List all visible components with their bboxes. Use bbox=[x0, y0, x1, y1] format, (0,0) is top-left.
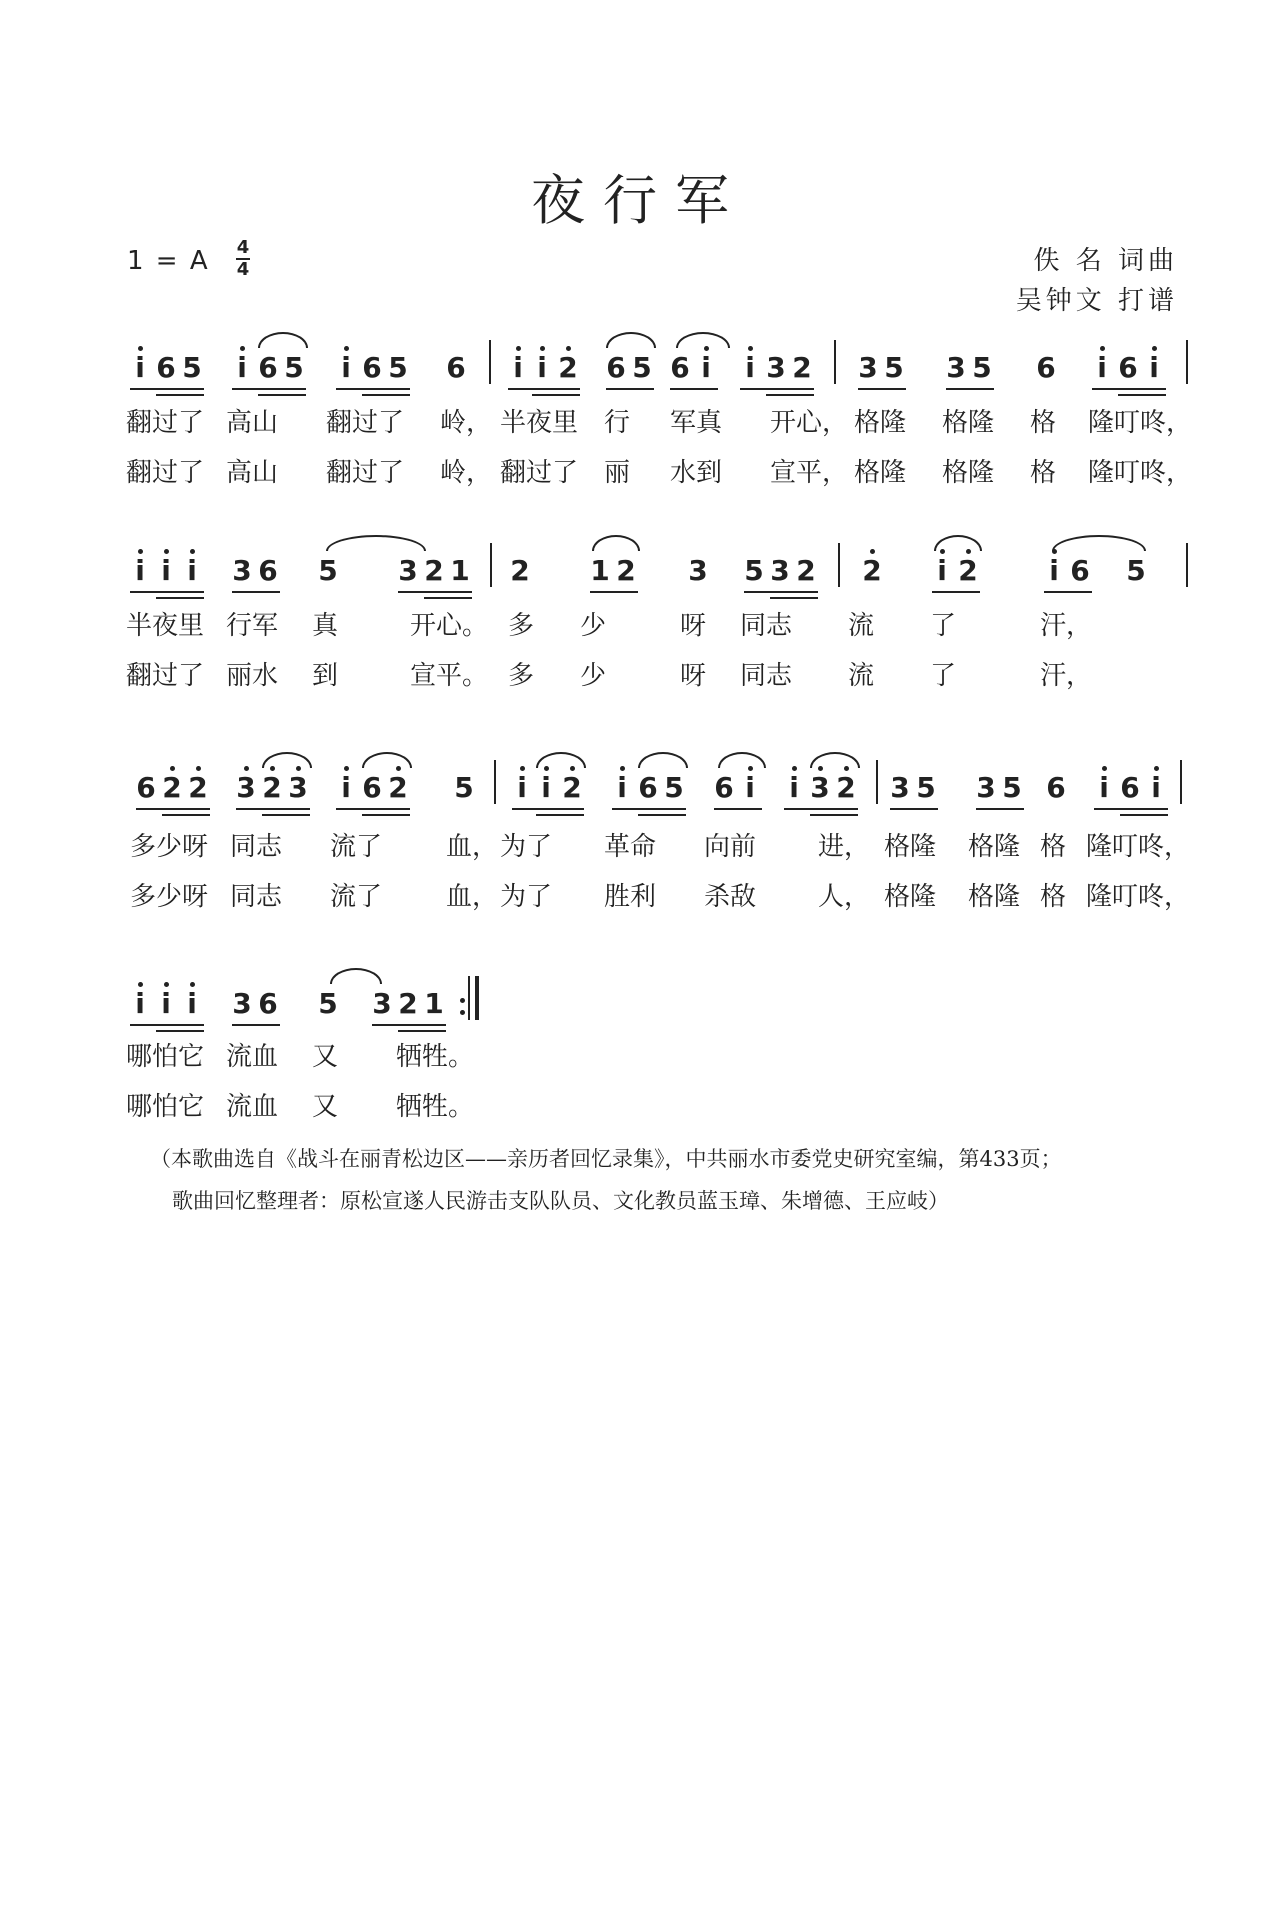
lyric: 汗， bbox=[1040, 611, 1093, 641]
note: i bbox=[937, 554, 947, 587]
note: 5 bbox=[884, 351, 904, 384]
lyric: 格隆 bbox=[884, 832, 937, 862]
lyric: 翻过了 bbox=[326, 458, 405, 488]
note: 2 bbox=[558, 351, 578, 384]
note: 2 bbox=[792, 351, 812, 384]
repeat-dot bbox=[460, 1010, 465, 1015]
note: 5 bbox=[318, 987, 338, 1020]
note: 6 bbox=[258, 351, 278, 384]
lyric: 胜利 bbox=[604, 882, 657, 912]
barline bbox=[834, 340, 836, 384]
note: 2 bbox=[958, 554, 978, 587]
note: 5 bbox=[664, 771, 684, 804]
lyrics-verse-1 bbox=[0, 1036, 1278, 1072]
note: 6 bbox=[1118, 351, 1138, 384]
lyric: 多 bbox=[508, 661, 535, 691]
note: 2 bbox=[162, 771, 182, 804]
lyric: 同志 bbox=[740, 661, 793, 691]
note: 5 bbox=[1126, 554, 1146, 587]
lyric: 翻过了 bbox=[126, 408, 205, 438]
lyric: 高山 bbox=[226, 458, 279, 488]
lyric: 杀敌 bbox=[704, 882, 757, 912]
lyric: 人， bbox=[818, 882, 871, 912]
lyric: 格隆 bbox=[942, 458, 995, 488]
note: 6 bbox=[1070, 554, 1090, 587]
lyric: 了 bbox=[930, 661, 957, 691]
lyric: 丽水 bbox=[226, 661, 279, 691]
lyric: 同志 bbox=[230, 832, 283, 862]
note: i bbox=[537, 351, 547, 384]
lyric: 高山 bbox=[226, 408, 279, 438]
lyric: 水到 bbox=[670, 458, 723, 488]
lyric: 少 bbox=[580, 661, 607, 691]
lyric: 格隆 bbox=[968, 882, 1021, 912]
lyric: 军真 bbox=[670, 408, 723, 438]
note: 2 bbox=[796, 554, 816, 587]
barline bbox=[1186, 543, 1188, 587]
lyric: 岭， bbox=[440, 458, 493, 488]
note: 3 bbox=[398, 554, 418, 587]
lyric: 向前 bbox=[704, 832, 757, 862]
note: i bbox=[789, 771, 799, 804]
source-footnote bbox=[150, 1138, 1190, 1222]
note: 2 bbox=[510, 554, 530, 587]
note: 5 bbox=[744, 554, 764, 587]
lyric: 格隆 bbox=[884, 882, 937, 912]
note: i bbox=[1097, 351, 1107, 384]
lyric: 呀 bbox=[680, 611, 707, 641]
lyric: 呀 bbox=[680, 661, 707, 691]
footnote-line: 歌曲回忆整理者：原松宣遂人民游击支队队员、文化教员蓝玉璋、朱增德、王应岐） bbox=[172, 1189, 949, 1213]
note: 6 bbox=[156, 351, 176, 384]
lyric: 又 bbox=[312, 1092, 339, 1122]
note: 2 bbox=[388, 771, 408, 804]
note: i bbox=[701, 351, 711, 384]
lyric: 开心， bbox=[770, 408, 849, 438]
lyric: 半夜里 bbox=[500, 408, 579, 438]
note: 6 bbox=[638, 771, 658, 804]
note: i bbox=[237, 351, 247, 384]
note: 6 bbox=[1036, 351, 1056, 384]
lyric: 哪怕它 bbox=[126, 1092, 205, 1122]
lyric: 哪怕它 bbox=[126, 1042, 205, 1072]
lyric: 翻过了 bbox=[500, 458, 579, 488]
lyrics-verse-1 bbox=[0, 605, 1278, 641]
lyric: 格隆 bbox=[942, 408, 995, 438]
lyric: 流血 bbox=[226, 1092, 279, 1122]
lyric: 格隆 bbox=[968, 832, 1021, 862]
lyric: 翻过了 bbox=[126, 661, 205, 691]
lyric: 多 bbox=[508, 611, 535, 641]
lyrics-verse-2 bbox=[0, 655, 1278, 691]
note: i bbox=[161, 554, 171, 587]
lyric: 岭， bbox=[440, 408, 493, 438]
note: 5 bbox=[284, 351, 304, 384]
note: i bbox=[745, 771, 755, 804]
note: 6 bbox=[362, 351, 382, 384]
note: 3 bbox=[232, 987, 252, 1020]
lyric: 半夜里 bbox=[126, 611, 205, 641]
note: 5 bbox=[454, 771, 474, 804]
barline bbox=[489, 340, 491, 384]
lyric: 格 bbox=[1030, 408, 1057, 438]
note: 3 bbox=[372, 987, 392, 1020]
note: 2 bbox=[862, 554, 882, 587]
lyric: 流了 bbox=[330, 832, 383, 862]
barline bbox=[494, 760, 496, 804]
lyrics-verse-1 bbox=[0, 826, 1278, 862]
time-signature bbox=[234, 238, 252, 280]
staff-line-4 bbox=[0, 980, 1278, 1030]
note: 2 bbox=[836, 771, 856, 804]
note: 2 bbox=[616, 554, 636, 587]
note: 2 bbox=[562, 771, 582, 804]
note: 2 bbox=[188, 771, 208, 804]
note: i bbox=[161, 987, 171, 1020]
time-bottom: 4 bbox=[236, 259, 250, 280]
lyric: 宣平， bbox=[770, 458, 849, 488]
lyric: 流血 bbox=[226, 1042, 279, 1072]
note: 3 bbox=[976, 771, 996, 804]
barline bbox=[876, 760, 878, 804]
lyric: 流了 bbox=[330, 882, 383, 912]
key-signature: 1 = A bbox=[127, 246, 210, 276]
staff-line-3 bbox=[0, 764, 1278, 814]
lyrics-verse-2 bbox=[0, 452, 1278, 488]
note: i bbox=[513, 351, 523, 384]
time-top: 4 bbox=[236, 237, 250, 258]
note: 1 bbox=[450, 554, 470, 587]
note: 3 bbox=[890, 771, 910, 804]
note: 3 bbox=[688, 554, 708, 587]
note: 6 bbox=[670, 351, 690, 384]
lyric: 牺牲。 bbox=[396, 1042, 475, 1072]
lyric: 格 bbox=[1040, 832, 1067, 862]
lyric: 隆叮咚， bbox=[1086, 882, 1191, 912]
note: 3 bbox=[946, 351, 966, 384]
lyric: 多少呀 bbox=[130, 832, 209, 862]
note: 2 bbox=[424, 554, 444, 587]
barline bbox=[1180, 760, 1182, 804]
note: i bbox=[187, 554, 197, 587]
barline bbox=[490, 543, 492, 587]
note: i bbox=[1151, 771, 1161, 804]
note: 1 bbox=[424, 987, 444, 1020]
lyric: 血， bbox=[446, 832, 499, 862]
note: 6 bbox=[606, 351, 626, 384]
note: i bbox=[1099, 771, 1109, 804]
repeat-thick-bar bbox=[475, 976, 479, 1020]
note: 1 bbox=[590, 554, 610, 587]
footnote-line: （本歌曲选自《战斗在丽青松边区——亲历者回忆录集》，中共丽水市委党史研究室编，第433页； bbox=[150, 1147, 1062, 1171]
song-title: 夜行军 bbox=[531, 169, 747, 232]
lyric: 流 bbox=[848, 661, 875, 691]
lyric: 同志 bbox=[230, 882, 283, 912]
note: i bbox=[135, 351, 145, 384]
staff-line-2 bbox=[0, 547, 1278, 597]
note: 3 bbox=[770, 554, 790, 587]
note: i bbox=[1149, 351, 1159, 384]
staff-line-1 bbox=[0, 344, 1278, 394]
note: 6 bbox=[362, 771, 382, 804]
note: 6 bbox=[714, 771, 734, 804]
lyric: 格 bbox=[1040, 882, 1067, 912]
note: i bbox=[517, 771, 527, 804]
lyric: 行军 bbox=[226, 611, 279, 641]
note: 5 bbox=[182, 351, 202, 384]
lyric: 隆叮咚， bbox=[1088, 458, 1193, 488]
lyric: 隆叮咚， bbox=[1086, 832, 1191, 862]
note: 2 bbox=[262, 771, 282, 804]
lyric: 翻过了 bbox=[326, 408, 405, 438]
note: 3 bbox=[236, 771, 256, 804]
lyric: 多少呀 bbox=[130, 882, 209, 912]
note: i bbox=[1049, 554, 1059, 587]
lyric: 又 bbox=[312, 1042, 339, 1072]
note: i bbox=[541, 771, 551, 804]
note: 3 bbox=[766, 351, 786, 384]
lyric: 血， bbox=[446, 882, 499, 912]
lyric: 格隆 bbox=[854, 458, 907, 488]
lyric: 格隆 bbox=[854, 408, 907, 438]
note: 3 bbox=[810, 771, 830, 804]
lyric: 开心。 bbox=[410, 611, 489, 641]
note: i bbox=[745, 351, 755, 384]
lyric: 进， bbox=[818, 832, 871, 862]
lyric: 宣平。 bbox=[410, 661, 489, 691]
lyric: 少 bbox=[580, 611, 607, 641]
lyrics-verse-1 bbox=[0, 402, 1278, 438]
note: 5 bbox=[1002, 771, 1022, 804]
lyric: 翻过了 bbox=[126, 458, 205, 488]
note: i bbox=[341, 771, 351, 804]
barline bbox=[1186, 340, 1188, 384]
lyrics-verse-2 bbox=[0, 876, 1278, 912]
lyric: 隆叮咚， bbox=[1088, 408, 1193, 438]
note: 6 bbox=[446, 351, 466, 384]
lyric: 牺牲。 bbox=[396, 1092, 475, 1122]
note: 5 bbox=[388, 351, 408, 384]
note: 6 bbox=[258, 987, 278, 1020]
note: i bbox=[187, 987, 197, 1020]
note: 3 bbox=[858, 351, 878, 384]
repeat-thin-bar bbox=[468, 976, 470, 1020]
note: i bbox=[617, 771, 627, 804]
note: 5 bbox=[972, 351, 992, 384]
note: 3 bbox=[232, 554, 252, 587]
note: 6 bbox=[1120, 771, 1140, 804]
note: 6 bbox=[136, 771, 156, 804]
note: 5 bbox=[318, 554, 338, 587]
lyric: 格 bbox=[1030, 458, 1057, 488]
lyric: 同志 bbox=[740, 611, 793, 641]
lyric: 为了 bbox=[500, 832, 553, 862]
note: 3 bbox=[288, 771, 308, 804]
lyric: 行 bbox=[604, 408, 631, 438]
lyrics-verse-2 bbox=[0, 1086, 1278, 1122]
note: 5 bbox=[916, 771, 936, 804]
lyricist-composer: 佚 名 词曲 bbox=[1033, 246, 1178, 276]
note: i bbox=[135, 987, 145, 1020]
lyric: 到 bbox=[312, 661, 339, 691]
lyric: 汗， bbox=[1040, 661, 1093, 691]
note: 5 bbox=[632, 351, 652, 384]
repeat-dot bbox=[460, 998, 465, 1003]
note: 6 bbox=[1046, 771, 1066, 804]
lyric: 革命 bbox=[604, 832, 657, 862]
note: i bbox=[135, 554, 145, 587]
lyric: 了 bbox=[930, 611, 957, 641]
transcriber: 吴钟文 打谱 bbox=[1015, 286, 1178, 316]
note: 6 bbox=[258, 554, 278, 587]
lyric: 流 bbox=[848, 611, 875, 641]
lyric: 真 bbox=[312, 611, 339, 641]
note: i bbox=[341, 351, 351, 384]
note: 2 bbox=[398, 987, 418, 1020]
lyric: 丽 bbox=[604, 458, 631, 488]
barline bbox=[838, 543, 840, 587]
lyric: 为了 bbox=[500, 882, 553, 912]
